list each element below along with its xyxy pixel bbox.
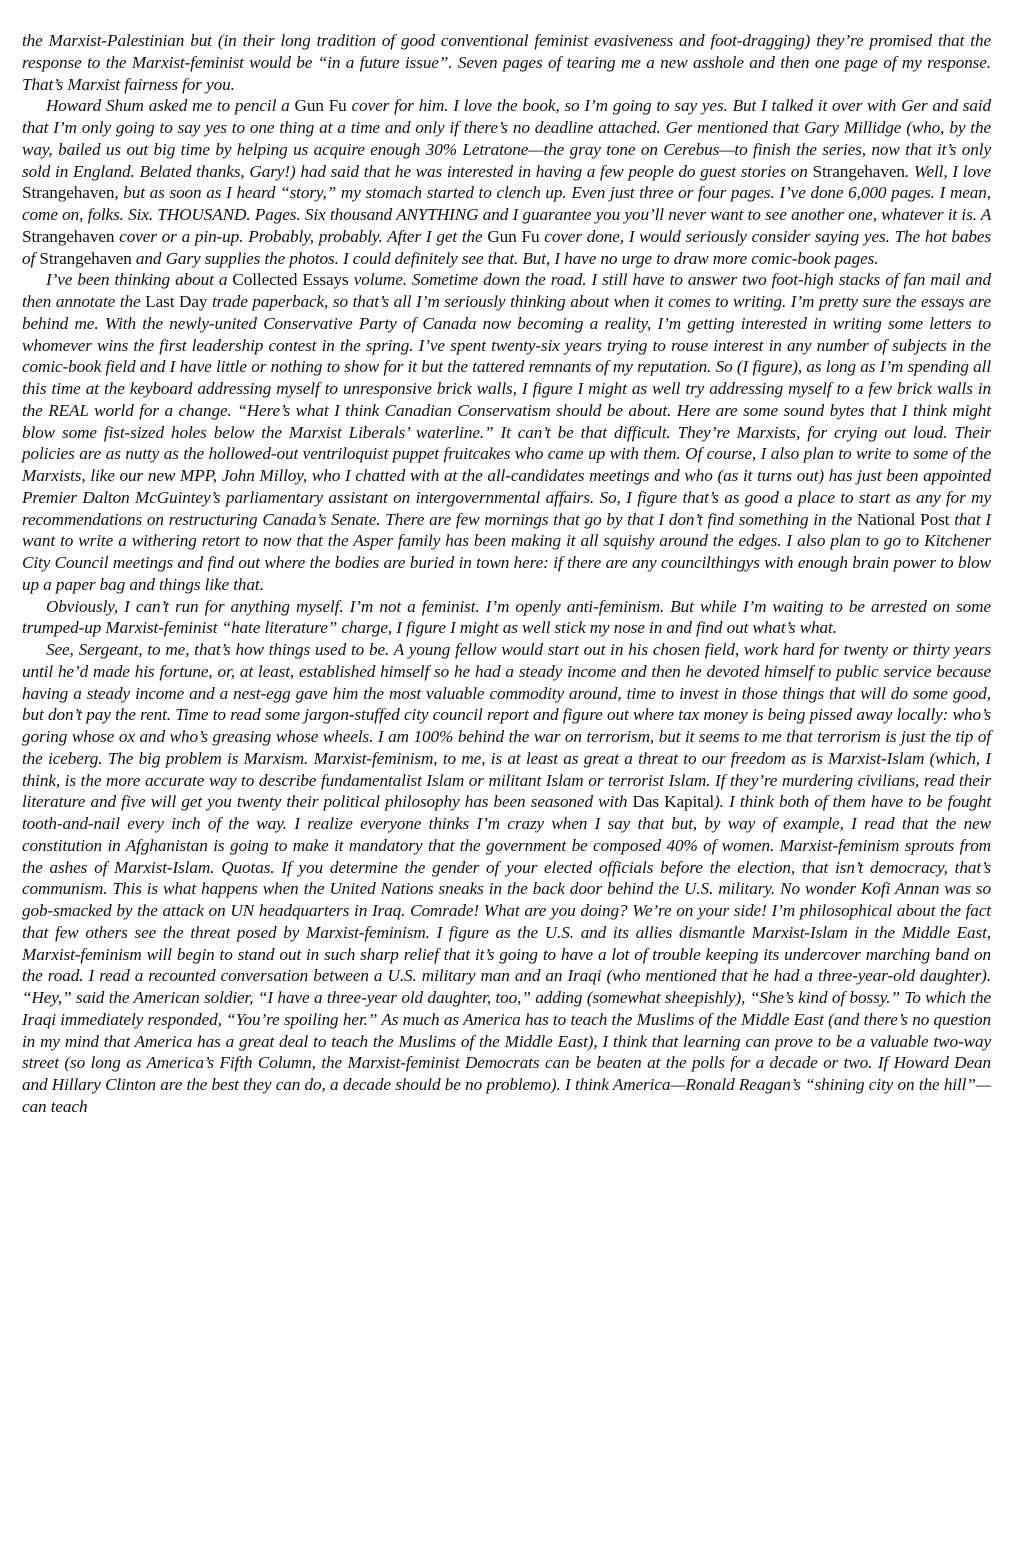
text-run: trade paperback, so that’s all I’m seriously thinking about when it comes to writing. I’m pretty sure the essays are behind me. With the newly-united Conservative Party of Canada now becoming a reality, I’m getting interested in writing some letters to whomever wins the first leadership contest in the spring. I’ve spent twenty-six years trying to rouse interest in any number of subjects in the comic-book field and I have little or nothing to show for it but the tattered remnants of my reputation. So (I figure), as long as I’m spending all this time at the keyboard addressing myself to unresponsive brick walls, I figure I might as well try addressing myself to a few brick walls in the REAL world for a change. “Here’s what I think Canadian Conservatism should be about. Here are some sound bytes that I think might blow some fist-sized holes below the Marxist Liberals’ waterline.” It can’t be that difficult. They’re Marxists, for crying out loud. Their policies are as nutty as the hollowed-out ventriloquist puppet fruitcakes who came up with them. Of course, I also plan to write to some of the Marxists, like our new MPP, John Milloy, who I chatted with at the all-candidates meetings and who (as it turns out) has just been appointed Premier Dalton McGuintey’s parliamentary assistant on intergovernmental affairs. So, I figure that’s as good a place to start as any for my recommendations on restructuring Canada’s Senate. There are few mornings that go by that I don’t find something in the — [22, 292, 991, 529]
text-run: the Marxist-Palestinian but (in their long tradition of good conventional feminist evasiveness and foot-dragging) they’re promised that the response to the Marxist-feminist would be “in a future issue”. Seven pages of tearing me a new asshole and then one page of my response. That’s Marxist fairness for you. — [22, 31, 991, 94]
title-text: Last Day — [145, 292, 208, 311]
title-text: Collected Essays — [232, 270, 349, 290]
title-text: Gun Fu — [294, 96, 347, 116]
title-text: Strangehaven — [812, 161, 905, 181]
paragraph — [22, 30, 991, 95]
text-run: . Well, I love — [904, 161, 991, 181]
text-run: Howard Shum asked me to pencil a — [46, 96, 295, 116]
body-text — [22, 30, 991, 1118]
paragraph — [22, 639, 991, 1118]
paragraph — [22, 95, 991, 269]
text-run: I’ve been thinking about a — [46, 270, 233, 290]
paragraph — [22, 596, 991, 640]
text-run: that I want to write a withering retort to now that the Asper family has been making it all squishy around the edges. I also plan to go to Kitchener City Council meetings and find out where the bodies are buried in town here: if there are any councilthingys with enough brain power to blow up a paper bag and things like that. — [22, 509, 992, 594]
paragraph — [22, 269, 991, 595]
title-text: Strangehaven — [22, 183, 115, 203]
title-text: Strangehaven — [39, 248, 132, 268]
title-text: Gun Fu — [487, 226, 540, 246]
text-run: and Gary supplies the photos. I could definitely see that. But, I have no urge to draw more comic-book pages. — [131, 248, 879, 268]
title-text: Das Kapital — [632, 792, 715, 812]
text-run: , but as soon as I heard “story,” my stomach started to clench up. Even just three or four pages. I’ve done 6,000 pages. I mean, come on, folks. Six. THOUSAND. Pages. Six thousand ANYTHING and I guarantee you you’ll never want to see another one, whatever it is. A — [22, 183, 991, 224]
text-run: cover done, I would seriously consider saying yes. The hot babes of — [22, 226, 991, 268]
text-run: cover or a pin-up. Probably, probably. After I get the — [114, 226, 488, 246]
text-run: See, Sergeant, to me, that’s how things used to be. A young fellow would start out in his chosen field, work hard for twenty or thirty years until he’d made his fortune, or, at least, established himself so he had a steady income and then he devoted himself to public service because having a steady income and a nest-egg gave him the most valuable commodity around, time to invest in those things that will do some good, but don’t pay the rent. Time to read some jargon-stuffed city council report and figure out where tax money is being pissed away locally: who’s goring whose ox and who’s greasing whose wheels. I am 100% behind the war on terrorism, but it seems to me that terrorism is just the tip of the iceberg. The big problem is Marxism. Marxist-feminism, to me, is at least as great a threat to our freedom as is Marxist-Islam (which, I think, is the more accurate way to describe fundamentalist Islam or militant Islam or terrorist Islam. If they’re murdering civilians, read their literature and five will get you twenty their political philosophy has been seasoned with — [22, 640, 991, 812]
title-text: National Post — [856, 509, 950, 529]
title-text: Strangehaven — [22, 226, 115, 246]
text-run: ). I think both of them have to be fought tooth-and-nail every inch of the way. I realize everyone thinks I’m crazy when I say that but, by way of example, I read that the new constitution in Afghanistan is going to make it mandatory that the government be composed 40% of women. Marxist-feminism sprouts from the ashes of Marxist-Islam. Quotas. If you determine the gender of your elected officials before the election, that isn’t democracy, that’s communism. This is what happens when the United Nations sneaks in the back door behind the U.S. military. No wonder Kofi Annan was so gob-smacked by the attack on UN headquarters in Iraq. Comrade! What are you doing? We’re on your side! I’m philosophical about the fact that few others see the threat posed by Marxist-feminism. I figure as the U.S. and its allies dismantle Marxist-Islam in the Middle East, Marxist-feminism will begin to stand out in such sharp relief that it’s going to have a lot of trouble keeping its undercover marching band on the road. I read a recounted conversation between a U.S. military man and an Iraqi (who mentioned that he had a three-year-old daughter). “Hey,” said the American soldier, “I have a three-year old daughter, too,” adding (somewhat sheepishly), “She’s kind of bossy.” To which the Iraqi immediately responded, “You’re spoiling her.” As much as America has to teach the Muslims of the Middle East (and there’s no question in my mind that America has a great deal to teach the Muslims of the Middle East), I think that learning can prove to be a valuable two-way street (so long as America’s Fifth Column, the Marxist-feminist Democrats can be beaten at the polls for a decade or two. If Howard Dean and Hillary Clinton are the best they can do, a decade should be no problemo). I think America—Ronald Reagan’s “shining city on the hill”—can teach — [22, 792, 991, 1116]
text-run: volume. Sometime down the road. I still have to answer two foot-high stacks of fan mail and then annotate the — [22, 270, 991, 311]
text-run: cover for him. I love the book, so I’m going to say yes. But I talked it over with Ger and said that I’m only going to say yes to one thing at a time and only if there’s no deadline attached. Ger mentioned that Gary Millidge (who, by the way, bailed us out big time by helping us acquire enough 30% Letratone—the gray tone on Cerebus—to finish the series, now that it’s only sold in England. Belated thanks, Gary!) had said that he was interested in having a few people do guest stories on — [22, 96, 992, 181]
text-run: Obviously, I can’t run for anything myself. I’m not a feminist. I’m openly anti-feminism. But while I’m waiting to be arrested on some trumped-up Marxist-feminist “hate literature” charge, I figure I might as well stick my nose in and find out what’s what. — [22, 596, 991, 638]
